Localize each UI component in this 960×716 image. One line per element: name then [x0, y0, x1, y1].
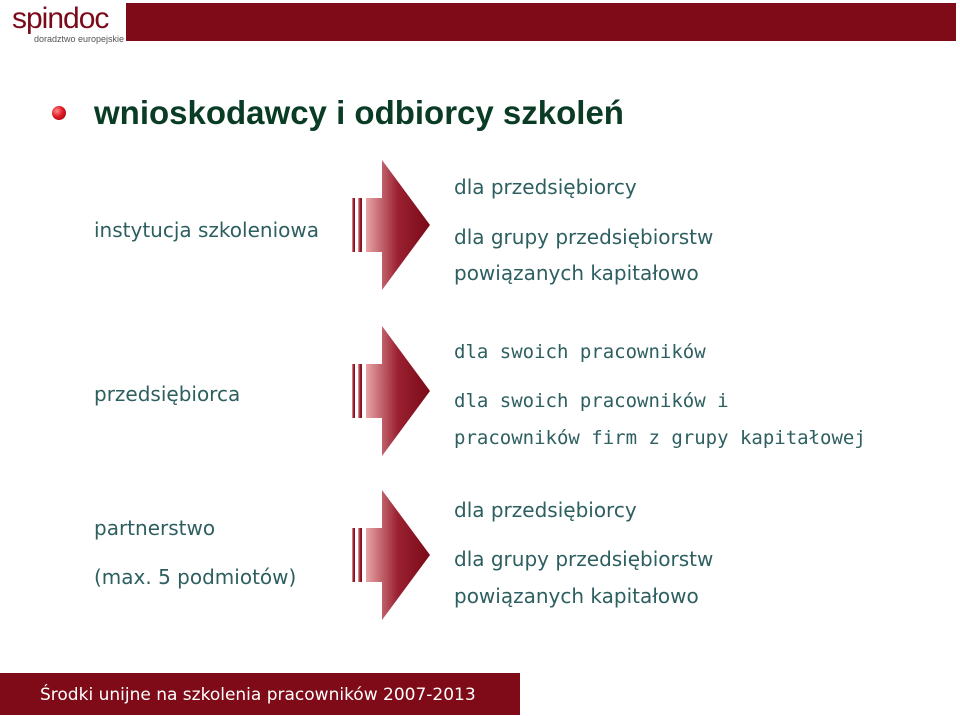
- row-3-right-line-1: dla przedsiębiorcy: [454, 498, 637, 522]
- arrow-right-icon: [352, 490, 432, 620]
- spindoc-logo: [12, 2, 125, 44]
- bullet-icon: [52, 106, 66, 120]
- row-3-right-line-3: powiązanych kapitałowo: [454, 584, 699, 608]
- header-bar: [126, 3, 956, 41]
- row-1-right-line-1: dla przedsiębiorcy: [454, 175, 637, 199]
- row-3-left-label-1: partnerstwo: [94, 516, 216, 540]
- footer-bar: [0, 673, 520, 715]
- logo-tagline: doradztwo europejskie: [34, 34, 125, 44]
- row-3-right-line-2: dla grupy przedsiębiorstw: [454, 547, 714, 571]
- row-2-right-line-1: dla swoich pracowników: [454, 341, 706, 363]
- arrow-right-icon: [352, 326, 432, 456]
- row-2-right-line-2: dla swoich pracowników i: [454, 390, 729, 412]
- row-1-right-line-2: dla grupy przedsiębiorstw: [454, 225, 714, 249]
- slide-title: wnioskodawcy i odbiorcy szkoleń: [94, 94, 624, 131]
- row-2-left-label: przedsiębiorca: [94, 382, 241, 406]
- arrow-right-icon: [352, 160, 432, 290]
- row-3-left-label-2: (max. 5 podmiotów): [94, 565, 297, 589]
- footer-text: Środki unijne na szkolenia pracowników 2007-2013: [40, 685, 476, 705]
- row-2-right-line-3: pracowników firm z grupy kapitałowej: [454, 427, 866, 449]
- row-1-right-line-3: powiązanych kapitałowo: [454, 261, 699, 285]
- row-1-left-label: instytucja szkoleniowa: [94, 218, 319, 242]
- logo-wordmark: spindoc: [12, 2, 109, 35]
